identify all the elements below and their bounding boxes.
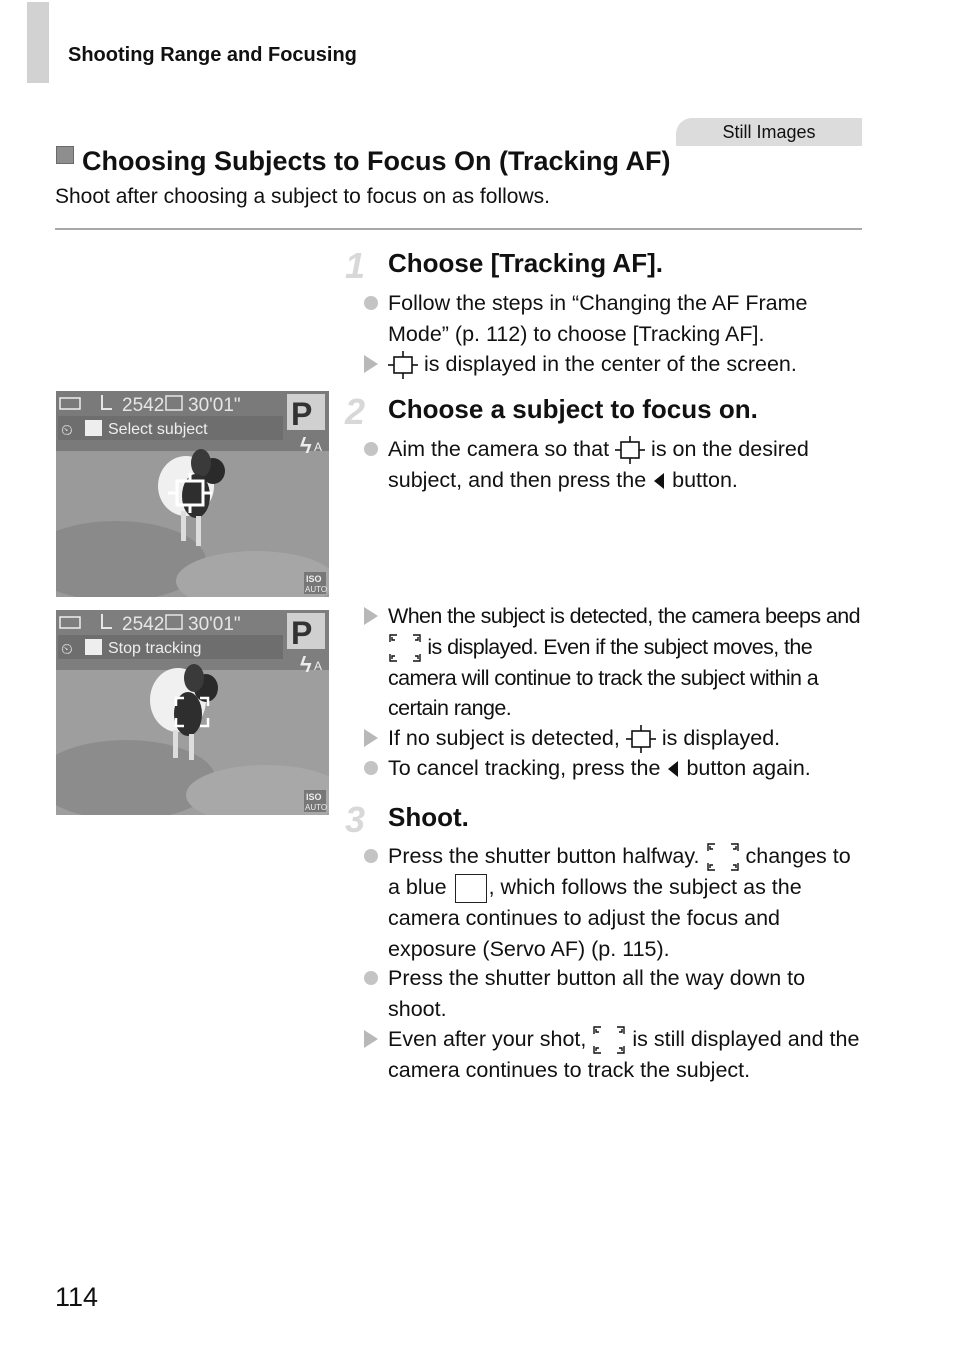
recording-time: 30'01" [188, 614, 241, 635]
flash-icon: ϟ [300, 652, 312, 677]
tracking-frame-icon [706, 842, 740, 872]
shooting-mode: P [291, 615, 313, 651]
circle-bullet-icon [361, 753, 381, 783]
triangle-result-icon [361, 349, 381, 379]
af-frame-icon [615, 436, 645, 464]
side-tab [27, 2, 49, 83]
camera-screen-select-subject [56, 391, 329, 597]
tracking-frame-icon [592, 1025, 626, 1055]
circle-bullet-icon [361, 841, 381, 871]
step-number-3: 3 [344, 799, 366, 840]
step-number-1: 1 [344, 245, 366, 286]
circle-bullet-icon [361, 963, 381, 993]
divider [55, 228, 862, 230]
self-timer-icon: ⏲ [61, 641, 73, 658]
list-item: is displayed in the center of the screen. [388, 349, 864, 380]
shooting-mode: P [291, 396, 313, 432]
af-frame-icon [388, 351, 418, 379]
flash-mode: A [314, 440, 323, 454]
title-marker-icon [56, 146, 74, 164]
still-images-tab: Still Images [676, 118, 862, 146]
triangle-result-icon [361, 601, 381, 631]
list-item: Press the shutter button all the way down to shoot. [388, 963, 864, 1024]
step-title-3: Shoot. [388, 802, 469, 832]
section-header: Shooting Range and Focusing [68, 44, 357, 66]
shots-remaining: 2542 [122, 395, 165, 416]
tracking-frame-icon [388, 633, 422, 663]
flash-mode: A [314, 659, 323, 673]
shots-remaining: 2542 [122, 614, 165, 635]
list-item: When the subject is detected, the camera beeps and is displayed. Even if the subject moves, the camera will continue to track the subject within a certain range. [388, 601, 864, 724]
step-number-2: 2 [344, 391, 366, 432]
triangle-result-icon [361, 1024, 381, 1054]
camera-screen-stop-tracking [56, 610, 329, 815]
status-text: Select subject [108, 421, 208, 438]
list-item: Aim the camera so that is on the desired subject, and then press the button. [388, 434, 864, 495]
af-frame-icon [626, 725, 656, 753]
circle-bullet-icon [361, 288, 381, 318]
list-item: If no subject is detected, is displayed. [388, 723, 864, 754]
iso-mode: AUTO [305, 803, 328, 812]
intro-text: Shoot after choosing a subject to focus on as follows. [55, 185, 550, 208]
recording-time: 30'01" [188, 395, 241, 416]
list-item: Even after your shot, is still displayed and the camera continues to track the subject. [388, 1024, 864, 1086]
list-item: Follow the steps in “Changing the AF Frame Mode” (p. 112) to choose [Tracking AF]. [388, 288, 864, 349]
list-item: To cancel tracking, press the button again. [388, 753, 864, 784]
iso-label: ISO [306, 574, 322, 584]
status-text: Stop tracking [108, 640, 202, 657]
self-timer-icon: ⏲ [61, 422, 73, 439]
iso-mode: AUTO [305, 585, 328, 594]
iso-label: ISO [306, 792, 322, 802]
circle-bullet-icon [361, 434, 381, 464]
triangle-result-icon [361, 723, 381, 753]
flash-icon: ϟ [300, 433, 312, 458]
step-title-2: Choose a subject to focus on. [388, 394, 758, 424]
page-number: 114 [55, 1282, 99, 1312]
blue-frame-icon [455, 874, 487, 903]
list-item: Press the shutter button halfway. changes to a blue , which follows the subject as the camera continues to adjust the focus and exposure (Servo AF) (p. 115). [388, 841, 864, 964]
left-arrow-button-icon [668, 761, 678, 777]
step-title-1: Choose [Tracking AF]. [388, 248, 663, 278]
page-title: Choosing Subjects to Focus On (Tracking AF) [82, 146, 671, 176]
left-arrow-button-icon [654, 473, 664, 489]
